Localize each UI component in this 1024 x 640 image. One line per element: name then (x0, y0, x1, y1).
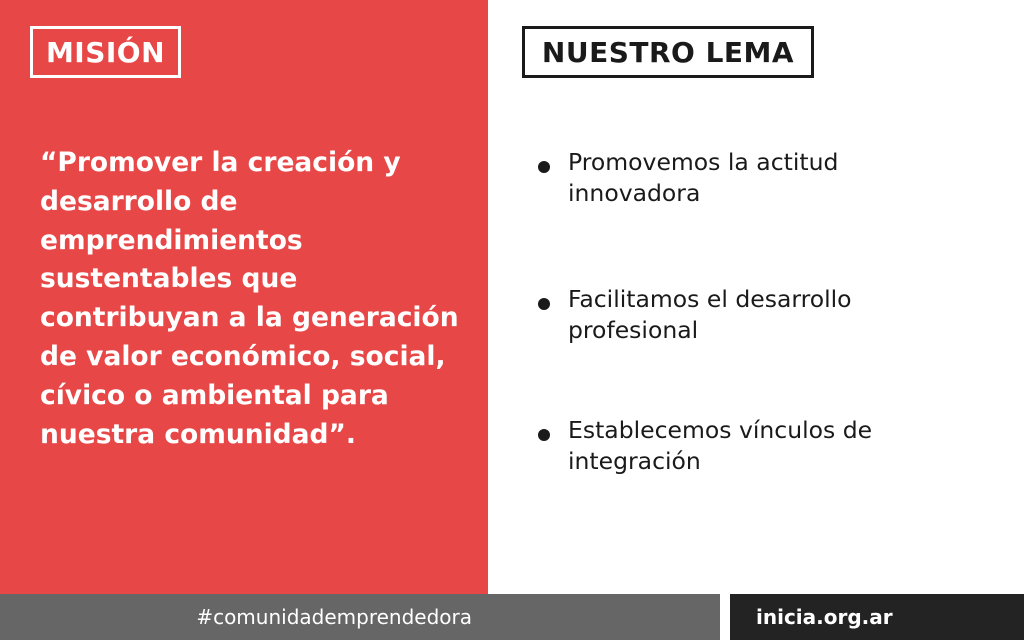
bullet-icon (538, 429, 550, 441)
footer-divider (720, 594, 730, 640)
lema-item (538, 284, 958, 346)
lema-item-text: Facilitamos el desarrollo profesional (568, 285, 852, 344)
mision-panel (0, 0, 488, 594)
lema-title: NUESTRO LEMA (522, 26, 814, 78)
mision-quote: “Promover la creación y desarrollo de emprendimientos sustentables que contribuyan a la generación de valor económico, social, cívico o ambiental para nuestra comunidad”. (40, 147, 459, 450)
lema-item-text: Promovemos la actitud innovadora (568, 148, 839, 207)
lema-item (538, 415, 958, 477)
bullet-icon (538, 298, 550, 310)
bullet-icon (538, 161, 550, 173)
footer-hashtag: #comunidademprendedora (196, 605, 472, 629)
lema-item-text: Establecemos vínculos de integración (568, 416, 873, 475)
footer-hashtag-bar (0, 594, 720, 640)
footer-website-bar (730, 594, 1024, 640)
footer-website: inicia.org.ar (756, 605, 893, 629)
lema-item (538, 147, 958, 209)
mision-title: MISIÓN (30, 26, 181, 78)
